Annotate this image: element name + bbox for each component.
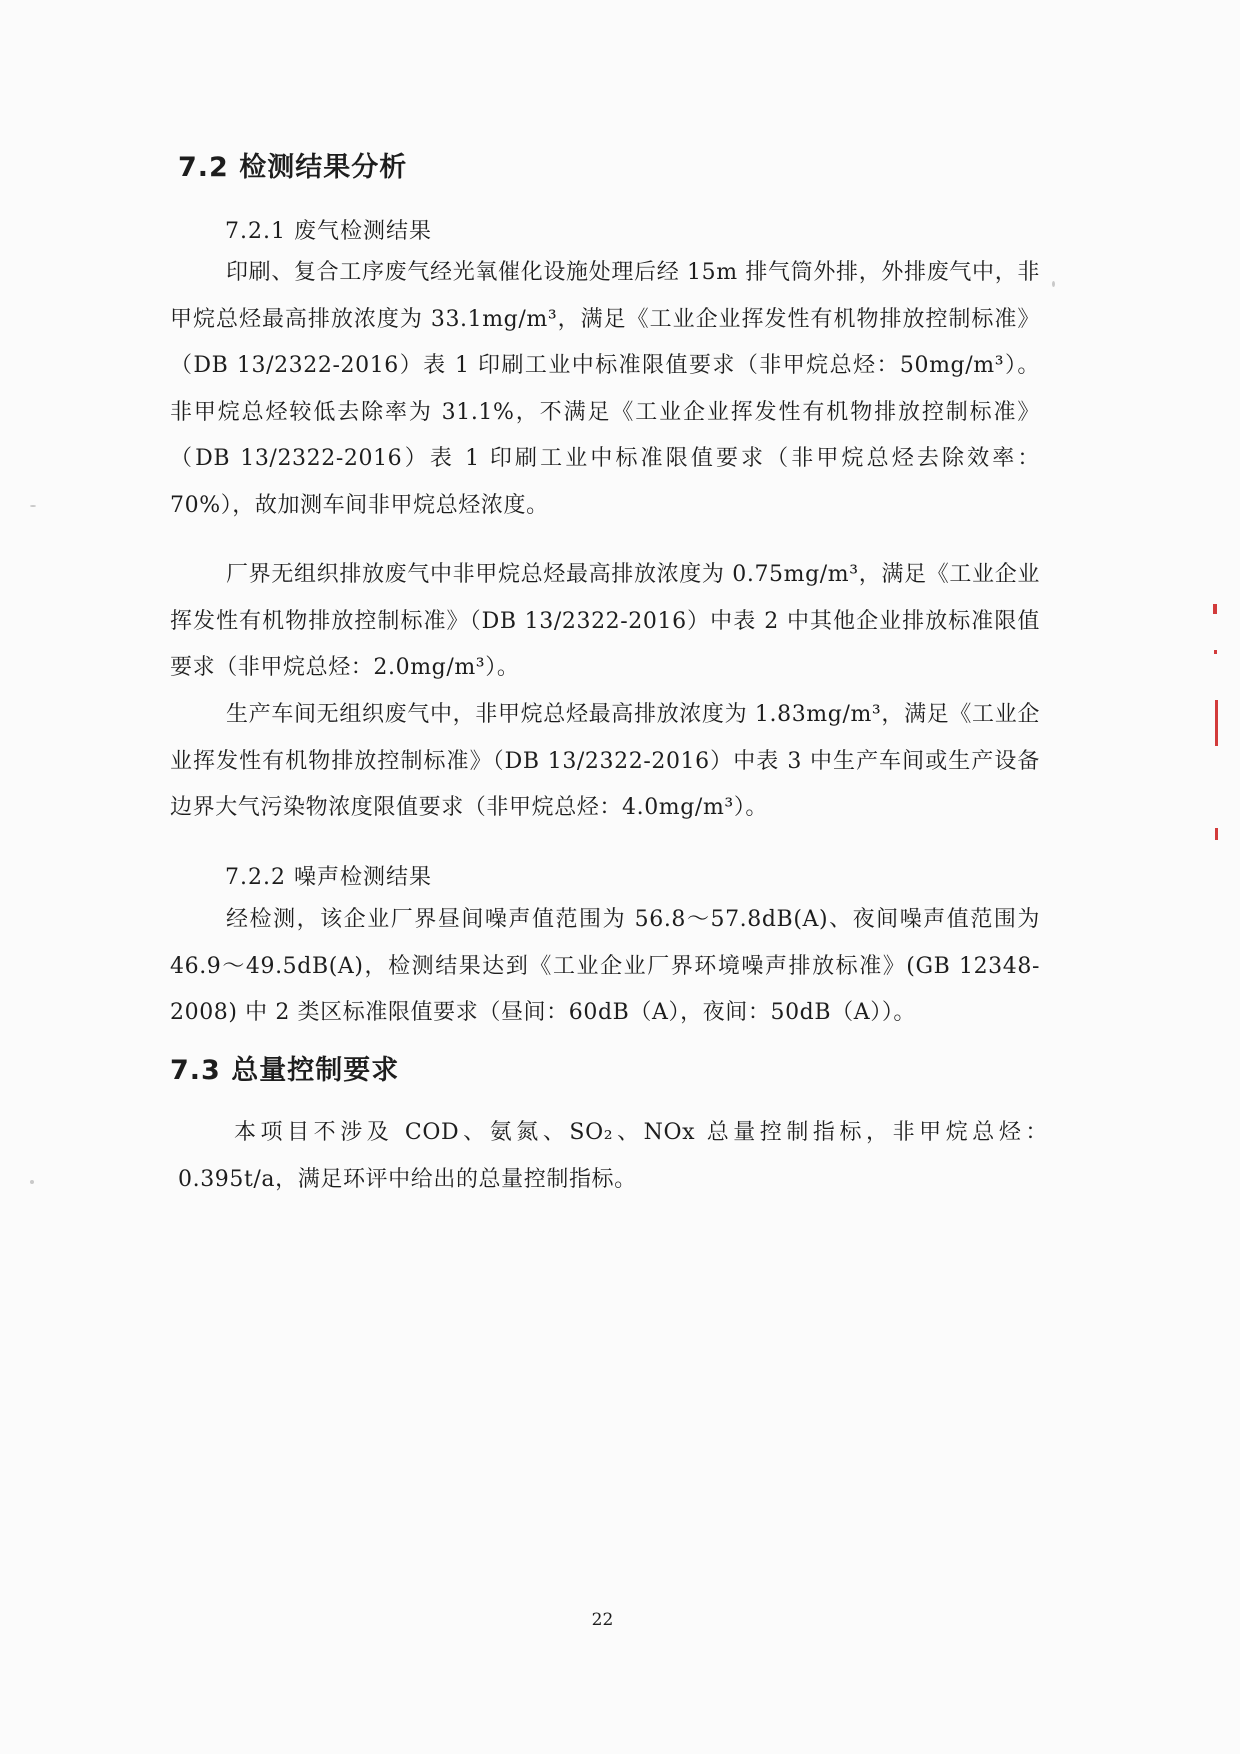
- section-heading-7-3: 7.3 总量控制要求: [170, 1055, 400, 1086]
- scan-speck: [30, 505, 36, 507]
- scan-mark: [1213, 604, 1217, 614]
- paragraph-boundary-unorganized-emission: 厂界无组织排放废气中非甲烷总烃最高排放浓度为 0.75mg/m³，满足《工业企业挥发性有机物排放控制标准》（DB 13/2322-2016）中表 2 中其他企业排放标准限值要求（非甲烷总烃：2.0mg/m³）。: [170, 562, 1040, 680]
- paragraph-total-amount-control: 本项目不涉及 COD、氨氮、SO₂、NOx 总量控制指标，非甲烷总烃：0.395t/a，满足环评中给出的总量控制指标。: [178, 1120, 1048, 1192]
- section-heading-7-2: 7.2 检测结果分析: [178, 152, 408, 183]
- page-number: 22: [591, 1610, 614, 1630]
- scan-speck: [30, 1180, 34, 1184]
- scan-mark: [1215, 828, 1218, 840]
- paragraph-workshop-unorganized-emission: 生产车间无组织废气中，非甲烷总烃最高排放浓度为 1.83mg/m³，满足《工业企业挥发性有机物排放控制标准》（DB 13/2322-2016）中表 3 中生产车间或生产设备边界大气污染物浓度限值要求（非甲烷总烃：4.0mg/m³）。: [170, 702, 1040, 820]
- scan-mark: [1215, 700, 1218, 746]
- subsection-heading-7-2-2: 7.2.2 噪声检测结果: [225, 865, 432, 890]
- paragraph-exhaust-gas-results: 印刷、复合工序废气经光氧催化设施处理后经 15m 排气筒外排，外排废气中，非甲烷总烃最高排放浓度为 33.1mg/m³，满足《工业企业挥发性有机物排放控制标准》（DB 13/2322-2016）表 1 印刷工业中标准限值要求（非甲烷总烃：50mg/m³）。非甲烷总烃较低去除率为 31.1%，不满足《工业企业挥发性有机物排放控制标准》（DB 13/2322-2016）表 1 印刷工业中标准限值要求（非甲烷总烃去除效率：70%），故加测车间非甲烷总烃浓度。: [170, 260, 1040, 518]
- paragraph-noise-results: 经检测，该企业厂界昼间噪声值范围为 56.8～57.8dB(A)、夜间噪声值范围为 46.9～49.5dB(A)，检测结果达到《工业企业厂界环境噪声排放标准》(GB 12348-2008) 中 2 类区标准限值要求（昼间：60dB（A），夜间：50dB（A））。: [170, 907, 1040, 1025]
- scan-speck: [1052, 281, 1055, 287]
- subsection-heading-7-2-1: 7.2.1 废气检测结果: [225, 219, 432, 244]
- scan-mark: [1214, 650, 1217, 654]
